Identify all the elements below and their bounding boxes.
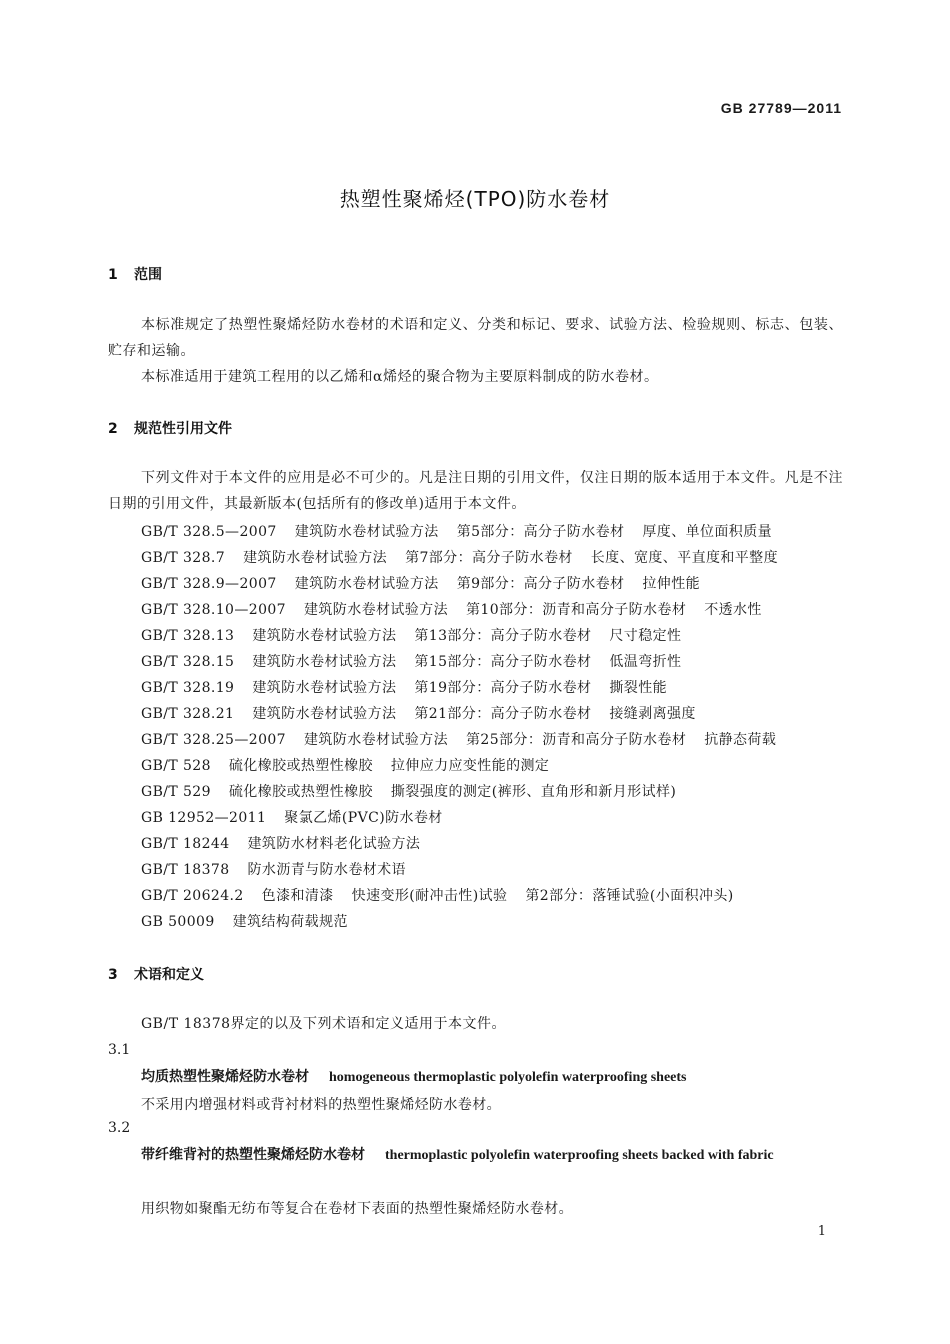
reference-subject: 低温弯折性 xyxy=(609,654,682,670)
reference-title: 硫化橡胶或热塑性橡胶 xyxy=(228,784,373,800)
reference-subject: 尺寸稳定性 xyxy=(609,628,682,644)
paragraph: 下列文件对于本文件的应用是必不可少的。凡是注日期的引用文件，仅注日期的版本适用于本文件。凡是不注日期的引用文件，其最新版本(包括所有的修改单)适用于本文件。 xyxy=(108,470,843,512)
page-number: 1 xyxy=(817,1224,826,1239)
reference-subject: 第2部分：落锤试验(小面积冲头) xyxy=(525,888,734,904)
reference-title: 色漆和清漆 xyxy=(261,888,334,904)
reference-item xyxy=(141,625,681,645)
reference-code: GB/T 328.7 xyxy=(141,550,226,566)
section-title: 范围 xyxy=(134,267,162,283)
reference-part: 第9部分：高分子防水卷材 xyxy=(456,576,625,592)
reference-title: 建筑结构荷载规范 xyxy=(232,914,348,930)
reference-item xyxy=(141,703,696,723)
reference-title: 建筑防水卷材试验方法 xyxy=(243,550,388,566)
reference-subject: 长度、宽度、平直度和平整度 xyxy=(590,550,778,566)
reference-title: 建筑防水材料老化试验方法 xyxy=(247,836,421,852)
reference-item xyxy=(141,885,734,905)
reference-subject: 撕裂性能 xyxy=(609,680,667,696)
reference-title: 建筑防水卷材试验方法 xyxy=(294,524,439,540)
reference-part: 第15部分：高分子防水卷材 xyxy=(414,654,592,670)
reference-item xyxy=(141,651,681,671)
section-3-heading xyxy=(108,964,204,984)
reference-title: 防水沥青与防水卷材术语 xyxy=(247,862,406,878)
term-definition: 不采用内增强材料或背衬材料的热塑性聚烯烃防水卷材。 xyxy=(141,1097,501,1113)
term-entry xyxy=(108,1064,843,1091)
reference-part: 拉伸应力应变性能的测定 xyxy=(390,758,550,774)
reference-item xyxy=(141,859,406,879)
reference-code: GB 12952—2011 xyxy=(141,810,267,826)
reference-item xyxy=(141,807,443,827)
reference-code: GB/T 328.15 xyxy=(141,654,235,670)
term-definition: 用织物如聚酯无纺布等复合在卷材下表面的热塑性聚烯烃防水卷材。 xyxy=(141,1201,573,1217)
reference-code: GB/T 328.9—2007 xyxy=(141,576,277,592)
reference-subject: 抗静态荷载 xyxy=(704,732,777,748)
reference-code: GB/T 529 xyxy=(141,784,211,800)
reference-item xyxy=(141,833,420,853)
standard-number: GB 27789—2011 xyxy=(720,100,842,116)
section-number: 3 xyxy=(108,967,118,983)
reference-code: GB/T 328.25—2007 xyxy=(141,732,286,748)
reference-item xyxy=(141,547,778,567)
reference-title: 建筑防水卷材试验方法 xyxy=(252,628,397,644)
reference-title: 建筑防水卷材试验方法 xyxy=(252,654,397,670)
term-zh: 均质热塑性聚烯烃防水卷材 xyxy=(141,1069,309,1085)
reference-code: GB/T 18244 xyxy=(141,836,230,852)
reference-item xyxy=(141,729,776,749)
reference-part: 第13部分：高分子防水卷材 xyxy=(414,628,592,644)
reference-item xyxy=(141,599,762,619)
reference-title: 建筑防水卷材试验方法 xyxy=(304,732,448,748)
section-title: 术语和定义 xyxy=(134,967,204,983)
reference-item xyxy=(141,755,549,775)
reference-code: GB/T 20624.2 xyxy=(141,888,244,904)
reference-item xyxy=(141,781,676,801)
reference-item xyxy=(141,677,667,697)
paragraph: GB/T 18378界定的以及下列术语和定义适用于本文件。 xyxy=(141,1016,507,1032)
paragraph: 本标准规定了热塑性聚烯烃防水卷材的术语和定义、分类和标记、要求、试验方法、检验规则、标志、包装、贮存和运输。 xyxy=(108,317,843,359)
section-2-heading xyxy=(108,418,232,438)
document-title: 热塑性聚烯烃(TPO)防水卷材 xyxy=(339,187,611,211)
reference-code: GB/T 18378 xyxy=(141,862,230,878)
reference-part: 第10部分：沥青和高分子防水卷材 xyxy=(466,602,687,618)
reference-subject: 厚度、单位面积质量 xyxy=(642,524,773,540)
section-number: 1 xyxy=(108,267,118,283)
reference-subject: 拉伸性能 xyxy=(642,576,701,592)
reference-subject: 接缝剥离强度 xyxy=(609,706,696,722)
reference-part: 第19部分：高分子防水卷材 xyxy=(414,680,592,696)
reference-title: 硫化橡胶或热塑性橡胶 xyxy=(228,758,373,774)
reference-code: GB 50009 xyxy=(141,914,215,930)
reference-title: 建筑防水卷材试验方法 xyxy=(252,680,397,696)
reference-item xyxy=(141,911,348,931)
term-number: 3.1 xyxy=(108,1042,131,1058)
reference-part: 第5部分：高分子防水卷材 xyxy=(456,524,625,540)
term-en: homogeneous thermoplastic polyolefin waterproofing sheets xyxy=(329,1070,687,1085)
term-en: thermoplastic polyolefin waterproofing sheets backed with fabric xyxy=(385,1148,774,1163)
reference-code: GB/T 328.5—2007 xyxy=(141,524,277,540)
reference-code: GB/T 328.10—2007 xyxy=(141,602,286,618)
reference-part: 第21部分：高分子防水卷材 xyxy=(414,706,592,722)
reference-item xyxy=(141,521,772,541)
section-title: 规范性引用文件 xyxy=(134,421,232,437)
reference-title: 建筑防水卷材试验方法 xyxy=(304,602,448,618)
reference-code: GB/T 328.19 xyxy=(141,680,235,696)
section-1-heading xyxy=(108,264,162,284)
reference-code: GB/T 528 xyxy=(141,758,211,774)
reference-subject: 不透水性 xyxy=(704,602,762,618)
reference-code: GB/T 328.13 xyxy=(141,628,235,644)
term-number: 3.2 xyxy=(108,1120,131,1136)
reference-part: 第25部分：沥青和高分子防水卷材 xyxy=(466,732,687,748)
reference-part: 第7部分：高分子防水卷材 xyxy=(405,550,573,566)
section-number: 2 xyxy=(108,421,118,437)
reference-part: 快速变形(耐冲击性)试验 xyxy=(351,888,508,904)
reference-code: GB/T 328.21 xyxy=(141,706,235,722)
reference-part: 撕裂强度的测定(裤形、直角形和新月形试样) xyxy=(390,784,677,800)
paragraph: 本标准适用于建筑工程用的以乙烯和α烯烃的聚合物为主要原料制成的防水卷材。 xyxy=(141,369,659,385)
reference-title: 建筑防水卷材试验方法 xyxy=(294,576,439,592)
term-zh: 带纤维背衬的热塑性聚烯烃防水卷材 xyxy=(141,1147,365,1163)
reference-title: 聚氯乙烯(PVC)防水卷材 xyxy=(284,810,443,826)
reference-title: 建筑防水卷材试验方法 xyxy=(252,706,397,722)
term-entry xyxy=(108,1142,843,1169)
reference-item xyxy=(141,573,700,593)
